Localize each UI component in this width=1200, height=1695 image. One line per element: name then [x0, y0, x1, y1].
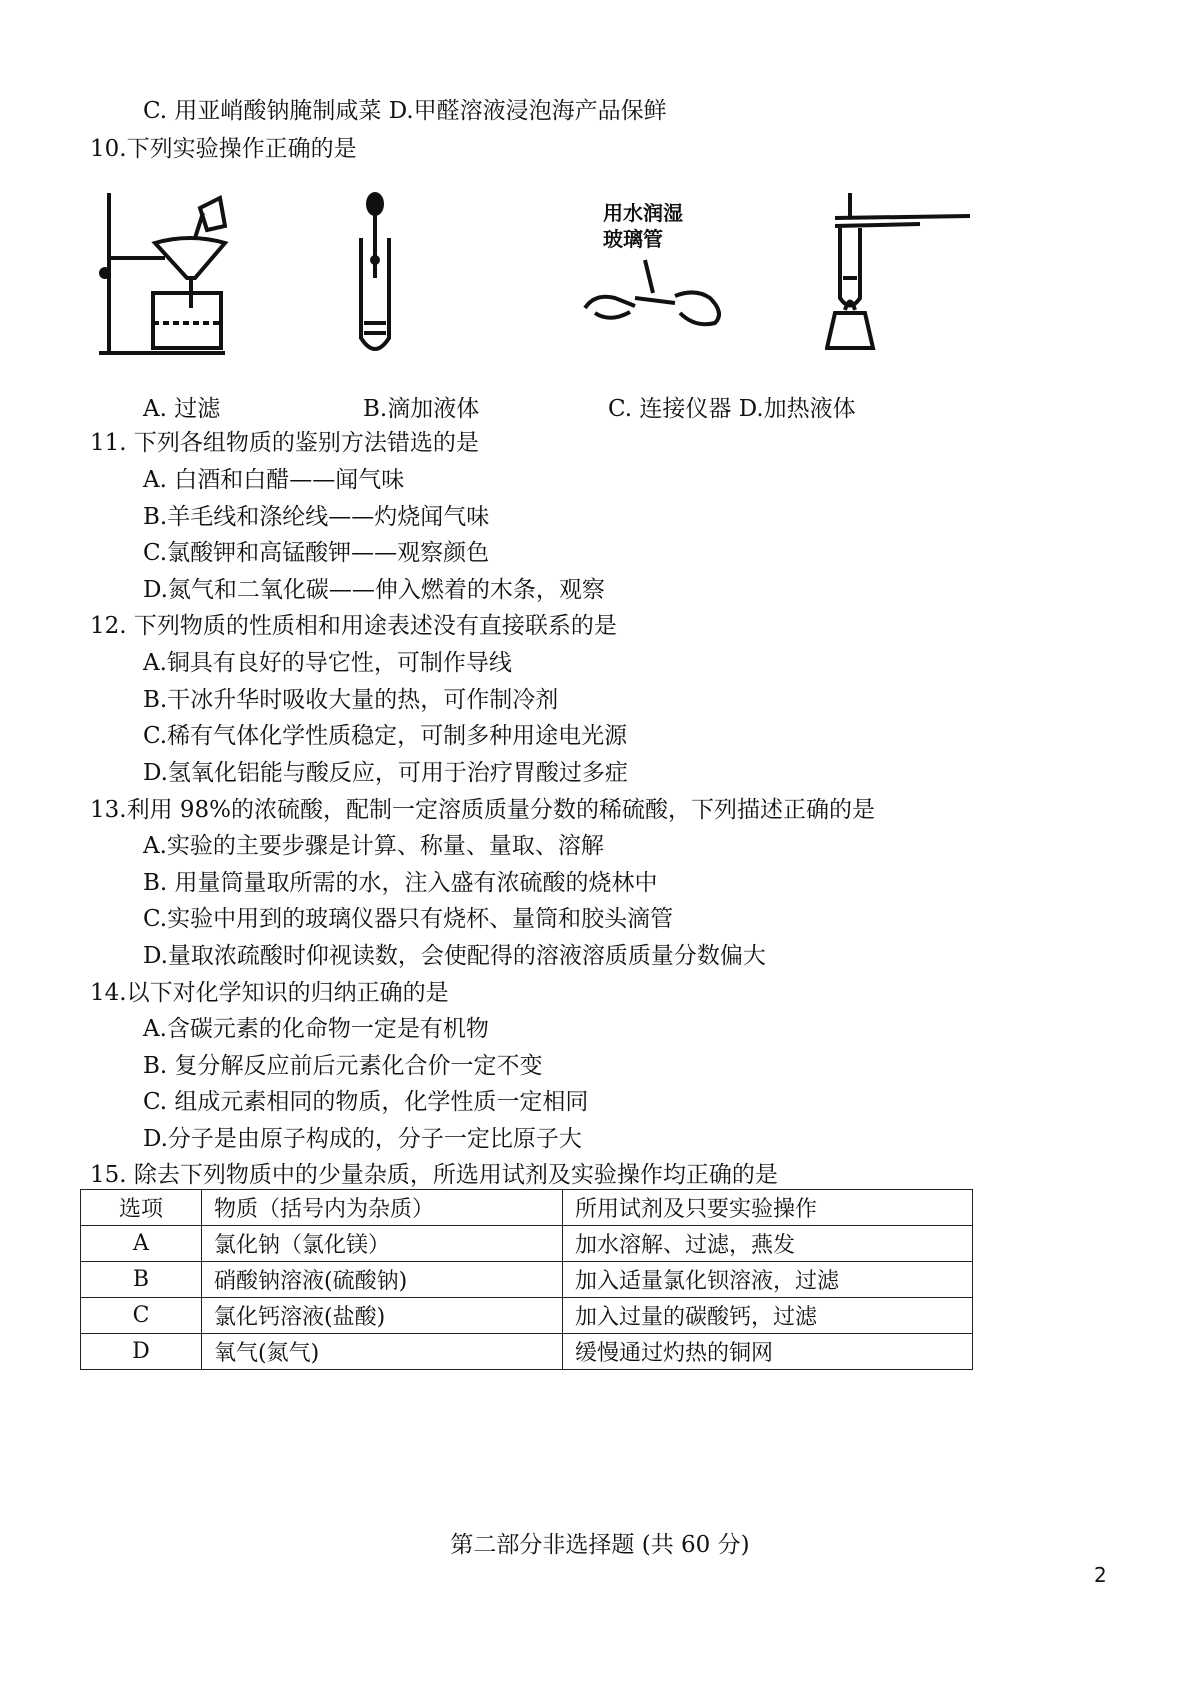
table-cell: 缓慢通过灼热的铜网: [563, 1334, 973, 1370]
question-12: 12. 下列物质的性质相和用途表述没有直接联系的是: [90, 613, 617, 639]
connecting-glass-tube-figure: [575, 188, 735, 358]
caption-a: A. 过滤: [143, 396, 221, 422]
table-row: [81, 1226, 973, 1262]
table-cell: B: [81, 1262, 202, 1298]
table-header-cell: 选项: [81, 1190, 202, 1226]
table-row: [81, 1298, 973, 1334]
q12-option-b: B.干冰升华时吸收大量的热，可作制冷剂: [143, 687, 559, 713]
caption-b: B.滴加液体: [363, 396, 480, 422]
q12-option-d: D.氢氧化铝能与酸反应，可用于治疗胃酸过多症: [143, 760, 628, 786]
q13-option-c: C.实验中用到的玻璃仪器只有烧杯、量筒和胶头滴管: [143, 906, 674, 932]
q14-option-d: D.分子是由原子构成的，分子一定比原子大: [143, 1126, 582, 1152]
table-cell: 硝酸钠溶液(硫酸钠): [202, 1262, 563, 1298]
question-13: 13.利用 98%的浓硫酸，配制一定溶质质量分数的稀硫酸，下列描述正确的是: [90, 797, 876, 823]
question-14: 14.以下对化学知识的归纳正确的是: [90, 980, 449, 1006]
question-11: 11. 下列各组物质的鉴别方法错选的是: [90, 430, 479, 456]
q11-option-c: C.氯酸钾和高锰酸钾——观察颜色: [143, 540, 490, 566]
figure-captions: [143, 390, 943, 420]
table-cell: A: [81, 1226, 202, 1262]
table-cell: 氧气(氮气): [202, 1334, 563, 1370]
q15-table: [80, 1189, 973, 1370]
line-q9-option-c: C. 用亚峭酸钠腌制咸菜 D.甲醛溶液浸泡海产品保鲜: [143, 98, 667, 124]
heating-liquid-figure: [825, 188, 975, 358]
q14-option-c: C. 组成元素相同的物质，化学性质一定相同: [143, 1089, 589, 1115]
question-10: 10.下列实验操作正确的是: [90, 136, 357, 162]
figures-q10: [95, 188, 1045, 358]
table-cell: 氯化钠（氯化镁）: [202, 1226, 563, 1262]
table-cell: 加入过量的碳酸钙，过滤: [563, 1298, 973, 1334]
question-15: 15. 除去下列物质中的少量杂质，所选用试剂及实验操作均正确的是: [90, 1162, 778, 1188]
q11-option-b: B.羊毛线和涤纶线——灼烧闻气味: [143, 504, 490, 530]
q14-option-b: B. 复分解反应前后元素化合价一定不变: [143, 1053, 543, 1079]
table-row: [81, 1262, 973, 1298]
q11-option-a: A. 白酒和白醋——闻气味: [143, 467, 405, 493]
q12-option-c: C.稀有气体化学性质稳定，可制多种用途电光源: [143, 723, 628, 749]
caption-c-d: C. 连接仪器 D.加热液体: [608, 396, 856, 422]
table-cell: 加入适量氯化钡溶液，过滤: [563, 1262, 973, 1298]
fig-c-label: 用水润湿玻璃管: [603, 201, 683, 251]
section-footer-title: 第二部分非选择题 (共 60 分): [450, 1532, 750, 1558]
q14-option-a: A.含碳元素的化命物一定是有机物: [143, 1016, 489, 1042]
table-cell: D: [81, 1334, 202, 1370]
table-header-row: [81, 1190, 973, 1226]
table-cell: 加水溶解、过滤，燕发: [563, 1226, 973, 1262]
table-cell: C: [81, 1298, 202, 1334]
q12-option-a: A.铜具有良好的导它性，可制作导线: [143, 650, 512, 676]
q13-option-a: A.实验的主要步骤是计算、称量、量取、溶解: [143, 833, 604, 859]
filtration-apparatus-figure: [95, 188, 235, 358]
table-header-cell: 所用试剂及只要实验操作: [563, 1190, 973, 1226]
table-header-cell: 物质（括号内为杂质）: [202, 1190, 563, 1226]
q13-option-d: D.量取浓疏酸时仰视读数，会使配得的溶液溶质质量分数偏大: [143, 943, 766, 969]
q13-option-b: B. 用量筒量取所需的水，注入盛有浓硫酸的烧林中: [143, 870, 658, 896]
page-number: 2: [1094, 1563, 1107, 1587]
q11-option-d: D.氮气和二氧化碳——伸入燃着的木条，观察: [143, 577, 605, 603]
table-cell: 氯化钙溶液(盐酸): [202, 1298, 563, 1334]
dropper-test-tube-figure: [345, 188, 405, 358]
table-row: [81, 1334, 973, 1370]
